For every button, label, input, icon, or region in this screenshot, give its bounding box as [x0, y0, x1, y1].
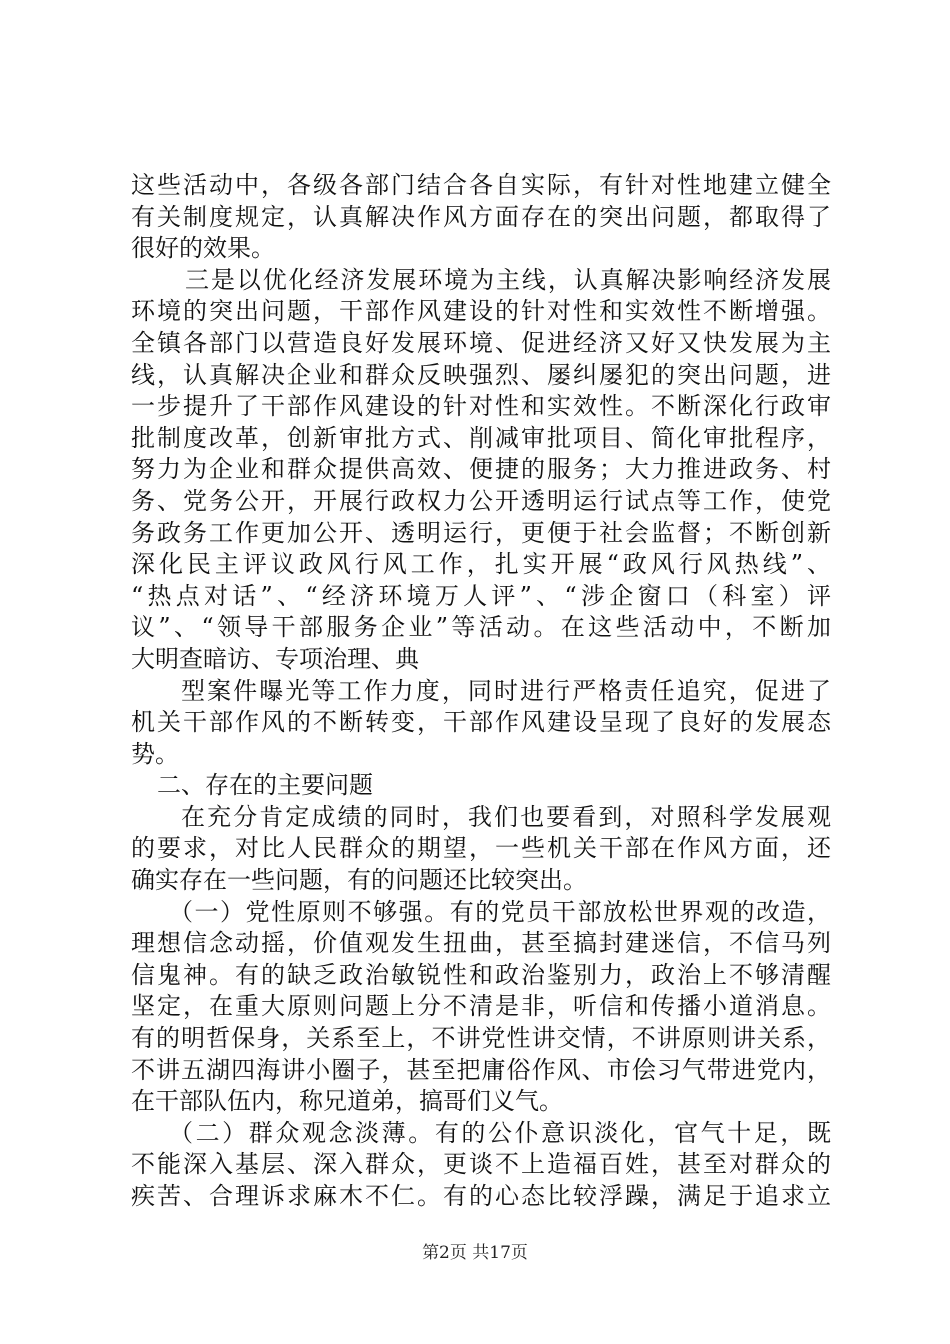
- text-line: 二、存在的主要问题: [157, 771, 373, 800]
- text-line: 大明查暗访、专项治理、典: [131, 644, 419, 673]
- text-line: 很好的效果。: [131, 234, 275, 263]
- document-body: [131, 170, 831, 1213]
- text-line: “热点对话”、“经济环境万人评”、“涉企窗口（科室）评: [131, 581, 831, 610]
- text-line: （二）群众观念淡薄。有的公仆意识淡化，官气十足，既: [169, 1118, 831, 1147]
- text-line: 这些活动中，各级各部门结合各自实际，有针对性地建立健全: [131, 171, 831, 199]
- text-line: 有的明哲保身，关系至上，不讲党性讲交情，不讲原则讲关系，: [131, 1024, 831, 1053]
- text-line: 不能深入基层、深入群众，更谈不上造福百姓，甚至对群众的: [131, 1150, 831, 1179]
- text-line: 在干部队伍内，称兄道弟，搞哥们义气。: [131, 1087, 563, 1116]
- text-line: 机关干部作风的不断转变，干部作风建设呈现了良好的发展态: [131, 708, 831, 737]
- text-line: 深化民主评议政风行风工作，扎实开展“政风行风热线”、: [131, 550, 831, 579]
- text-line: 在充分肯定成绩的同时，我们也要看到，对照科学发展观: [181, 802, 831, 831]
- text-line: 疾苦、合理诉求麻木不仁。有的心态比较浮躁，满足于追求立: [131, 1182, 831, 1210]
- text-line: 确实存在一些问题，有的问题还比较突出。: [131, 866, 587, 895]
- text-line: 线，认真解决企业和群众反映强烈、屡纠屡犯的突出问题，进: [131, 360, 831, 389]
- text-line: 一步提升了干部作风建设的针对性和实效性。不断深化行政审: [131, 392, 831, 421]
- text-line: 型案件曝光等工作力度，同时进行严格责任追究，促进了: [181, 676, 831, 705]
- text-line: （一）党性原则不够强。有的党员干部放松世界观的改造，: [169, 897, 831, 926]
- text-line: 坚定，在重大原则问题上分不清是非，听信和传播小道消息。: [131, 992, 831, 1021]
- text-line: 批制度改革，创新审批方式、削减审批项目、简化审批程序，: [131, 423, 831, 452]
- text-line: 全镇各部门以营造良好发展环境、促进经济又好又快发展为主: [131, 328, 831, 357]
- text-line: 务、党务公开，开展行政权力公开透明运行试点等工作，使党: [131, 486, 831, 515]
- text-line: 势。: [131, 739, 179, 768]
- text-line: 信鬼神。有的缺乏政治敏锐性和政治鉴别力，政治上不够清醒: [131, 960, 831, 989]
- text-line: 务政务工作更加公开、透明运行，更便于社会监督；不断创新: [131, 518, 831, 547]
- text-line: 不讲五湖四海讲小圈子，甚至把庸俗作风、市侩习气带进党内，: [131, 1055, 831, 1084]
- text-line: 有关制度规定，认真解决作风方面存在的突出问题，都取得了: [131, 202, 831, 231]
- text-line: 议”、“领导干部服务企业”等活动。在这些活动中，不断加: [131, 613, 831, 642]
- text-line: 三是以优化经济发展环境为主线，认真解决影响经济发展: [185, 265, 831, 294]
- text-line: 努力为企业和群众提供高效、便捷的服务；大力推进政务、村: [131, 455, 831, 484]
- page-number-footer: 第2页 共17页: [422, 1243, 528, 1263]
- text-line: 的要求，对比人民群众的期望，一些机关干部在作风方面，还: [131, 834, 831, 863]
- text-line: 环境的突出问题，干部作风建设的针对性和实效性不断增强。: [131, 297, 831, 326]
- text-line: 理想信念动摇，价值观发生扭曲，甚至搞封建迷信，不信马列: [131, 929, 831, 958]
